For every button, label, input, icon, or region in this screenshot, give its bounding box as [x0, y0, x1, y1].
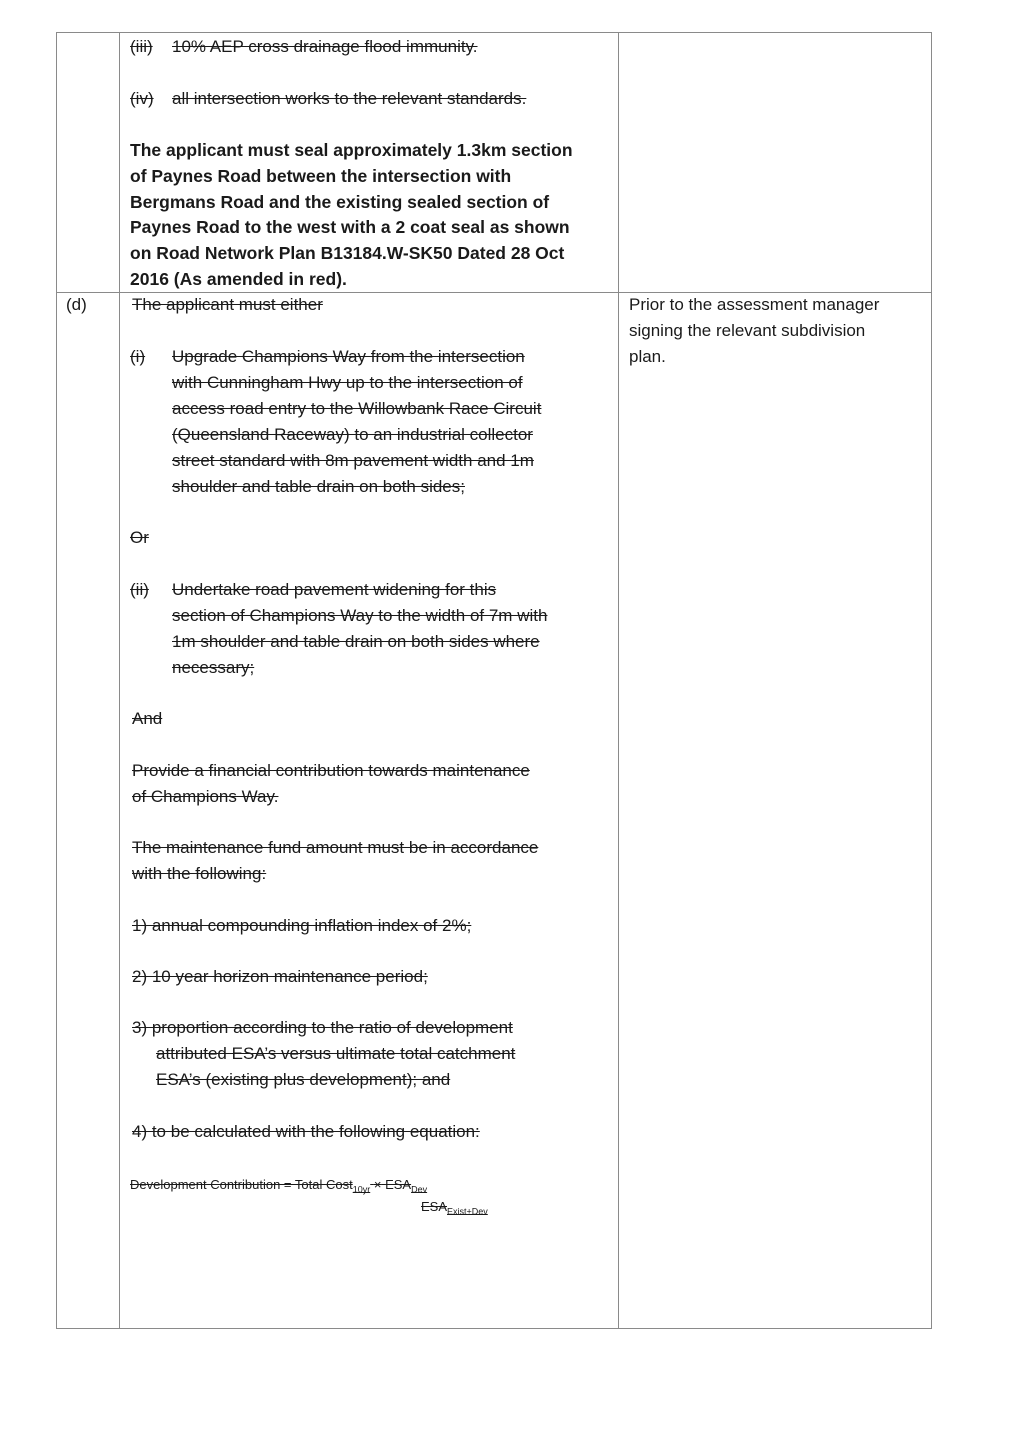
seal-line: Bergmans Road and the existing sealed section of [130, 192, 550, 212]
option-ii-line: necessary; [172, 658, 255, 677]
seal-line: Paynes Road to the west with a 2 coat seal as shown [130, 217, 570, 237]
point-1: 1) annual compounding inflation index of 2%; [132, 916, 472, 935]
equation-denominator [421, 1199, 488, 1217]
item-iv-number: (iv) [130, 89, 154, 108]
option-i-line: with Cunningham Hwy up to the intersection of [172, 373, 523, 392]
option-i-number: (i) [130, 347, 146, 366]
row-label-d: (d) [66, 295, 87, 314]
or-text: Or [130, 528, 149, 547]
point-3-line: attributed ESA’s versus ultimate total catchment [156, 1044, 516, 1063]
option-ii-line: 1m shoulder and table drain on both sides where [172, 632, 540, 651]
option-i-line: street standard with 8m pavement width and 1m [172, 451, 534, 470]
equation-denominator-sub: Exist+Dev [447, 1206, 488, 1217]
seal-line: on Road Network Plan B13184.W-SK50 Dated 28 Oct [130, 243, 565, 263]
point-3-line: ESA’s (existing plus development); and [156, 1070, 451, 1089]
equation-numerator: ESA [385, 1177, 412, 1192]
item-iii-number: (iii) [130, 37, 153, 56]
contribution-line: Provide a financial contribution towards maintenance [132, 761, 530, 780]
item-iv-text: all intersection works to the relevant standards. [172, 89, 527, 108]
option-ii-number: (ii) [130, 580, 149, 599]
intro-text: The applicant must either [132, 295, 323, 314]
option-i-line: Upgrade Champions Way from the intersection [172, 347, 525, 366]
option-ii-line: Undertake road pavement widening for this [172, 580, 497, 599]
option-i-line: access road entry to the Willowbank Race Circuit [172, 399, 542, 418]
timing-line: signing the relevant subdivision [629, 321, 866, 340]
equation-times: × [373, 1177, 382, 1192]
equation-denominator-text: ESA [421, 1199, 448, 1214]
seal-line: The applicant must seal approximately 1.3km section [130, 140, 573, 160]
timing-line: Prior to the assessment manager [629, 295, 880, 314]
seal-line: 2016 (As amended in red). [130, 269, 347, 289]
point-3-line: 3) proportion according to the ratio of development [132, 1018, 513, 1037]
column-divider-2 [618, 33, 619, 1328]
equation-lhs-sub: 10yr [352, 1184, 371, 1195]
option-i-line: (Queensland Raceway) to an industrial collector [172, 425, 533, 444]
point-4: 4) to be calculated with the following equation: [132, 1122, 480, 1141]
equation-lhs-text: Development Contribution = Total Cost [130, 1177, 353, 1192]
and-text: And [132, 709, 163, 728]
maintenance-line: The maintenance fund amount must be in accordance [132, 838, 539, 857]
option-i-line: shoulder and table drain on both sides; [172, 477, 465, 496]
point-2: 2) 10 year horizon maintenance period; [132, 967, 428, 986]
column-divider-1 [119, 33, 120, 1328]
equation-numerator-sub: Dev [411, 1184, 428, 1195]
maintenance-line: with the following: [132, 864, 267, 883]
contribution-line: of Champions Way. [132, 787, 279, 806]
item-iii-text: 10% AEP cross drainage flood immunity. [172, 37, 478, 56]
seal-line: of Paynes Road between the intersection with [130, 166, 512, 186]
equation-lhs [130, 1177, 427, 1195]
option-ii-line: section of Champions Way to the width of 7m with [172, 606, 548, 625]
timing-line: plan. [629, 347, 666, 366]
